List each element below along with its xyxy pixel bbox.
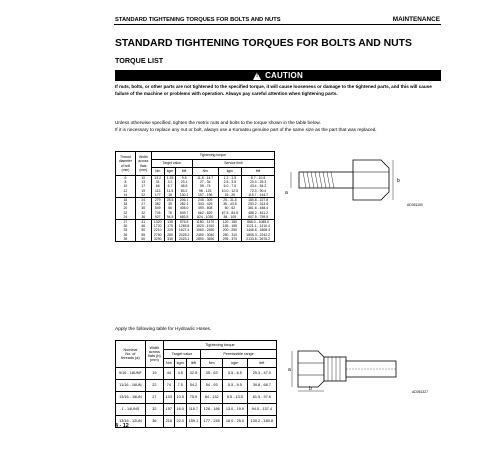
cell-range-lbft: 61.5 - 97.6 (247, 392, 276, 404)
cell-range-kgm: 8.5 - 13.5 (223, 392, 247, 404)
cell-range-lbft: 130.2 - 180.8 (247, 416, 276, 428)
fitting-nut-shape (298, 351, 324, 387)
cell-service-lbft: 8.7 - 10.8 20.3 - 25.3 43.4 - 54.2 72.3 - 90.4 115.7 - 144.7 (242, 176, 275, 198)
cell-target-kgm: 16.0 (174, 404, 186, 416)
cell-target-lbft: 75.9 (186, 392, 200, 404)
intro-line-2: If it is necessary to replace any nut or bolt, always use a Komatsu genuine part of the same size as the part that was replaced. (115, 126, 377, 132)
hose-fitting-illustration (288, 343, 436, 395)
table-row (116, 368, 277, 380)
page-title: STANDARD TIGHTENING TORQUES FOR BOLTS AND NUTS (115, 38, 412, 49)
cell-target-lbft: 976.5 1265.8 1627.4 2025.2 2423.1 (176, 220, 192, 242)
unit-lbft: lbft (242, 168, 275, 176)
col-nominal-threads: Nominal No. of threads (a) (116, 341, 146, 368)
hydraulic-hose-torque-table (115, 340, 277, 428)
bolt-illustration (283, 158, 431, 210)
cell-service-nm: 245 - 309 343 - 425 490 - 608 662 - 829 824 - 1030 (192, 198, 218, 220)
col-width-across-flats: Width across flats (b) (mm) (145, 341, 163, 368)
cell-target-kgm: 10.5 (174, 392, 186, 404)
col-width-across-flats: Width across flats (mm) (135, 152, 151, 176)
col-target-value: Target value (163, 350, 200, 359)
cell-target-lbft: 115.7 (186, 404, 200, 416)
table-row-group (116, 198, 275, 220)
unit-kgm: kgm (218, 168, 242, 176)
col-tightening-torque: Tightening torque (151, 152, 274, 160)
cell-thread: 6 8 10 12 14 (116, 176, 136, 198)
cell-range-nm: 35 - 63 (201, 368, 223, 380)
fig1-label-b: b (397, 178, 400, 184)
unit-kgm: kgm (164, 168, 176, 176)
cell-width: 32 (145, 404, 163, 416)
hydraulic-hose-caption: Apply the following table for Hydraulic Hoses. (115, 327, 212, 332)
unit-kgm: kgm (223, 359, 247, 368)
cell-width: 10 13 17 19 22 (135, 176, 151, 198)
cell-width: 36 (145, 416, 163, 428)
cell-range-nm: 54 - 93 (201, 380, 223, 392)
cell-target-nm: 44 (163, 368, 174, 380)
cell-target-lbft: 9.8 23.1 48.5 83.2 130.1 (176, 176, 192, 198)
cell-width: 19 (145, 368, 163, 380)
cell-service-lbft: 868.0 - 1085.0 1121.1 - 1410.4 1446.6 - 1808.3 1808.3 - 2242.2 2133.8 - 2676.2 (242, 220, 275, 242)
running-header-section: MAINTENANCE (392, 16, 440, 23)
cell-target-lbft: 32.5 (186, 368, 200, 380)
cell-target-nm: 157 (163, 404, 174, 416)
warning-triangle-icon: ! (253, 72, 261, 80)
figure-id-1: AD051190 (407, 203, 423, 207)
cell-range-kgm: 3.5 - 6.5 (223, 368, 247, 380)
bolt-torque-table (115, 151, 275, 242)
cell-range-nm: 177 - 245 (201, 416, 223, 428)
unit-lbft: lbft (186, 359, 200, 368)
cell-range-lbft: 94.0 - 137.4 (247, 404, 276, 416)
cell-target-lbft: 54.2 (186, 380, 200, 392)
cell-target-kgm: 1.35 3.2 6.7 11.5 18 (164, 176, 176, 198)
cell-width: 27 (145, 392, 163, 404)
table-row (116, 380, 277, 392)
caution-banner (115, 70, 441, 81)
cell-target-nm: 1320 1720 2210 2750 3290 (151, 220, 164, 242)
cell-service-kgm: 25 - 31.5 35 - 43.5 50 - 62 67.5 - 84.5 84 - 105 (218, 198, 242, 220)
cell-width: 41 46 50 55 60 (135, 220, 151, 242)
caution-label: CAUTION (265, 71, 303, 80)
table-row (116, 392, 277, 404)
table-row-group (116, 220, 275, 242)
cell-target-nm: 13.2 31 66 113 177 (151, 176, 164, 198)
cell-target-kgm: 7.5 (174, 380, 186, 392)
unit-nm: Nm (163, 359, 174, 368)
cell-range-kgm: 13.0 - 19.0 (223, 404, 247, 416)
cell-target-lbft: 159.1 (186, 416, 200, 428)
cell-thread: 27 30 33 36 39 (116, 220, 136, 242)
col-target-value: Target value (151, 160, 192, 168)
cell-target-kgm: 22.0 (174, 416, 186, 428)
cell-range-kgm: 5.5 - 9.5 (223, 380, 247, 392)
cell-target-nm: 74 (163, 380, 174, 392)
cell-thread: 1 - 14UNS (116, 404, 146, 416)
cell-thread: 16 18 20 22 24 (116, 198, 136, 220)
unit-nm: Nm (201, 359, 223, 368)
cell-thread: 13/16 - 12UN (116, 416, 146, 428)
cell-target-kgm: 28.5 39 56 76 94.5 (164, 198, 176, 220)
col-thread-diameter: Thread diameter of bolt (mm) (116, 152, 136, 176)
cell-target-kgm: 4.5 (174, 368, 186, 380)
fig2-label-a: a (288, 367, 291, 373)
unit-lbft: lbft (176, 168, 192, 176)
unit-lbft: lbft (247, 359, 276, 368)
cell-service-kgm: 1.2 - 1.5 2.8 - 3.5 6.0 - 7.5 10.0 - 12.5 16 - 20 (218, 176, 242, 198)
cell-target-nm: 216 (163, 416, 174, 428)
section-subtitle: TORQUE LIST (115, 56, 164, 65)
cell-range-nm: 84 - 132 (201, 392, 223, 404)
table-row-group (116, 176, 275, 198)
fig2-label-b: b (309, 386, 312, 392)
table-row (116, 416, 277, 428)
bolt-head-shape (353, 160, 389, 200)
cell-range-kgm: 18.0 - 25.0 (223, 416, 247, 428)
table-row (116, 404, 277, 416)
cell-range-lbft: 25.3 - 47.0 (247, 368, 276, 380)
fig1-label-a: a (285, 190, 288, 196)
cell-thread: 11/16 - 16UN (116, 380, 146, 392)
page-number: 4 - 12 (115, 423, 129, 429)
bolt-shank-shape (299, 172, 353, 188)
intro-line-1: Unless otherwise specified, tighten the metric nuts and bolts to the torque shown in the table below. (115, 120, 321, 125)
cell-target-kgm: 135 175 225 280 335 (164, 220, 176, 242)
cell-service-lbft: 180.8 - 227.8 253.2 - 314.6 361.6 - 448.4 488.2 - 611.2 607.5 - 759.5 (242, 198, 275, 220)
cell-width: 24 27 30 32 36 (135, 198, 151, 220)
cell-service-kgm: 120 - 150 155 - 195 200 - 250 250 - 310 295 - 370 (218, 220, 242, 242)
cell-target-nm: 279 382 549 745 927 (151, 198, 164, 220)
cell-target-lbft: 206.1 282.1 405.0 549.7 683.5 (176, 198, 192, 220)
cell-target-nm: 103 (163, 392, 174, 404)
cell-service-nm: 11.8 - 14.7 27 - 34 59 - 74 98 - 123 157 - 196 (192, 176, 218, 198)
cell-range-lbft: 39.8 - 68.7 (247, 380, 276, 392)
unit-nm: Nm (151, 168, 164, 176)
col-tightening-torque: Tightening torque (163, 341, 276, 350)
figure-id-2: AD051327 (412, 390, 429, 394)
cell-thread: 9/16 - 18UNF (116, 368, 146, 380)
cell-thread: 13/16 - 16UN (116, 392, 146, 404)
header-rule (114, 24, 441, 25)
unit-kgm: kgm (174, 359, 186, 368)
col-service-limit: Service limit (192, 160, 274, 168)
intro-paragraph (115, 120, 441, 133)
unit-nm: Nm (192, 168, 218, 176)
running-header-title: STANDARD TIGHTENING TORQUES FOR BOLTS AND NUTS (115, 17, 281, 23)
cell-width: 22 (145, 380, 163, 392)
cell-range-nm: 128 - 186 (201, 404, 223, 416)
col-permissible-range: Permissible range (201, 350, 277, 359)
cell-service-nm: 1180 - 1470 1520 - 1910 1960 - 2450 2450 - 3040 2890 - 3630 (192, 220, 218, 242)
caution-text: If nuts, bolts, or other parts are not tightened to the specified torque, it will cause looseness or damage to the tightened parts, and this will cause failure of the machine or problems with operation. Always pay careful attention when tightening parts. (115, 84, 432, 96)
